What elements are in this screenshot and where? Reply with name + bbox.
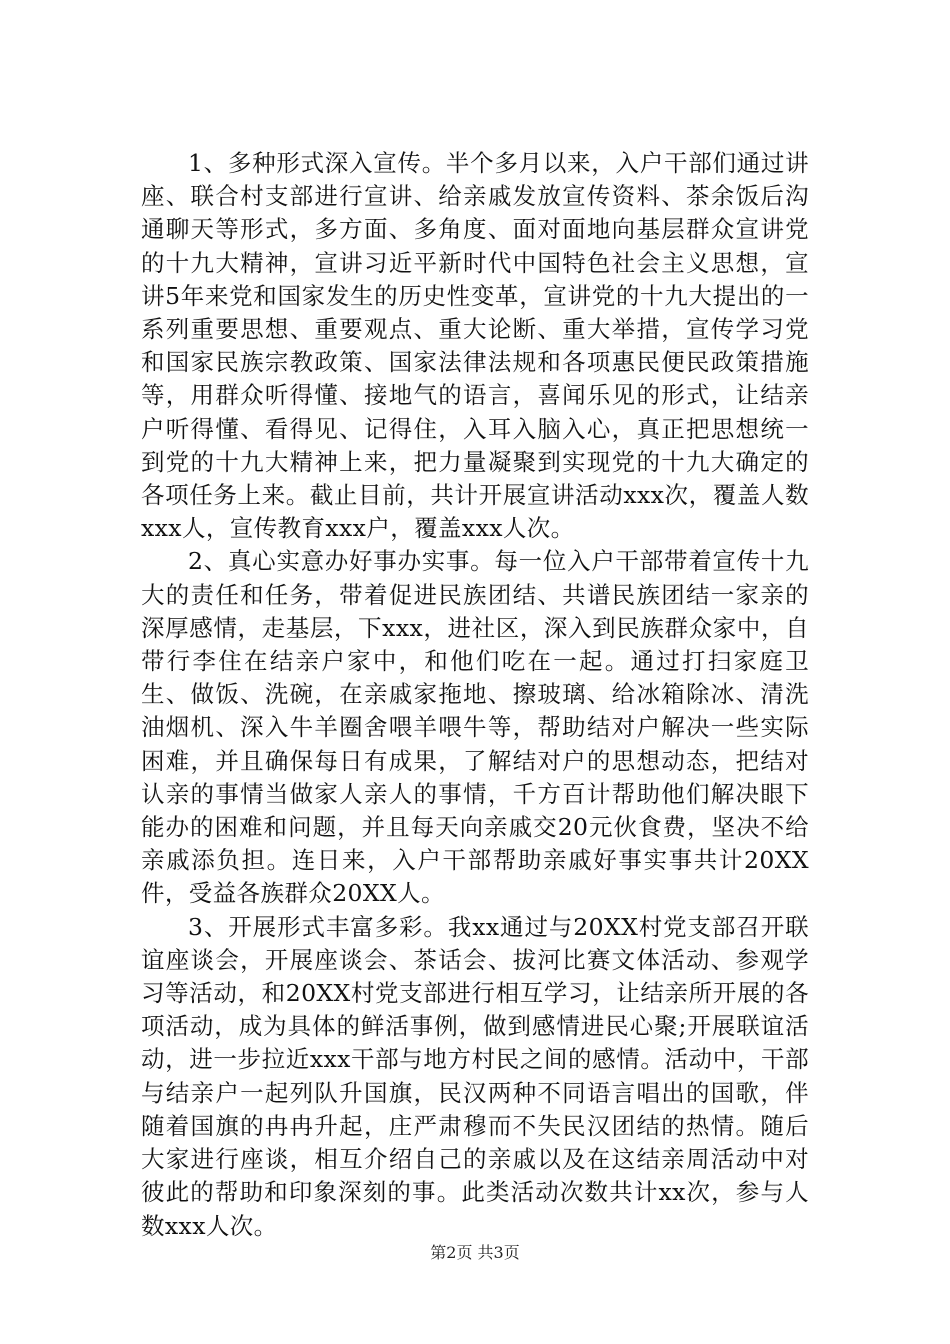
page-number-footer: 第2页 共3页 xyxy=(430,1243,520,1262)
paragraph-3: 3、开展形式丰富多彩。我xx通过与20XX村党支部召开联谊座谈会，开展座谈会、茶话会、拔河比赛文体活动、参观学习等活动，和20XX村党支部进行相互学习，让结亲所开展的各项活动，成为具体的鲜活事例，做到感情进民心聚;开展联谊活动，进一步拉近xxx干部与地方村民之间的感情。活动中，干部与结亲户一起列队升国旗，民汉两种不同语言唱出的国歌，伴随着国旗的冉冉升起，庄严肃穆而不失民汉团结的热情。随后大家进行座谈，相互介绍自己的亲戚以及在这结亲周活动中对彼此的帮助和印象深刻的事。此类活动次数共计xx次，参与人数xxx人次。 xyxy=(141,912,809,1240)
document-body xyxy=(141,147,809,1243)
paragraph-1: 1、多种形式深入宣传。半个多月以来，入户干部们通过讲座、联合村支部进行宣讲、给亲戚发放宣传资料、茶余饭后沟通聊天等形式，多方面、多角度、面对面地向基层群众宣讲党的十九大精神，宣讲习近平新时代中国特色社会主义思想，宣讲5年来党和国家发生的历史性变革，宣讲党的十九大提出的一系列重要思想、重要观点、重大论断、重大举措，宣传学习党和国家民族宗教政策、国家法律法规和各项惠民便民政策措施等，用群众听得懂、接地气的语言，喜闻乐见的形式，让结亲户听得懂、看得见、记得住，入耳入脑入心，真正把思想统一到党的十九大精神上来，把力量凝聚到实现党的十九大确定的各项任务上来。截止目前，共计开展宣讲活动xxx次，覆盖人数xxx人，宣传教育xxx户，覆盖xxx人次。 xyxy=(141,149,809,543)
paragraph-2: 2、真心实意办好事办实事。每一位入户干部带着宣传十九大的责任和任务，带着促进民族团结、共谱民族团结一家亲的深厚感情，走基层，下xxx，进社区，深入到民族群众家中，自带行李住在结亲户家中，和他们吃在一起。通过打扫家庭卫生、做饭、洗碗，在亲戚家拖地、擦玻璃、给冰箱除冰、清洗油烟机、深入牛羊圈舍喂羊喂牛等，帮助结对户解决一些实际困难，并且确保每日有成果，了解结对户的思想动态，把结对认亲的事情当做家人亲人的事情，千方百计帮助他们解决眼下能办的困难和问题，并且每天向亲戚交20元伙食费，坚决不给亲戚添负担。连日来，入户干部帮助亲戚好事实事共计20XX件，受益各族群众20XX人。 xyxy=(141,547,809,908)
